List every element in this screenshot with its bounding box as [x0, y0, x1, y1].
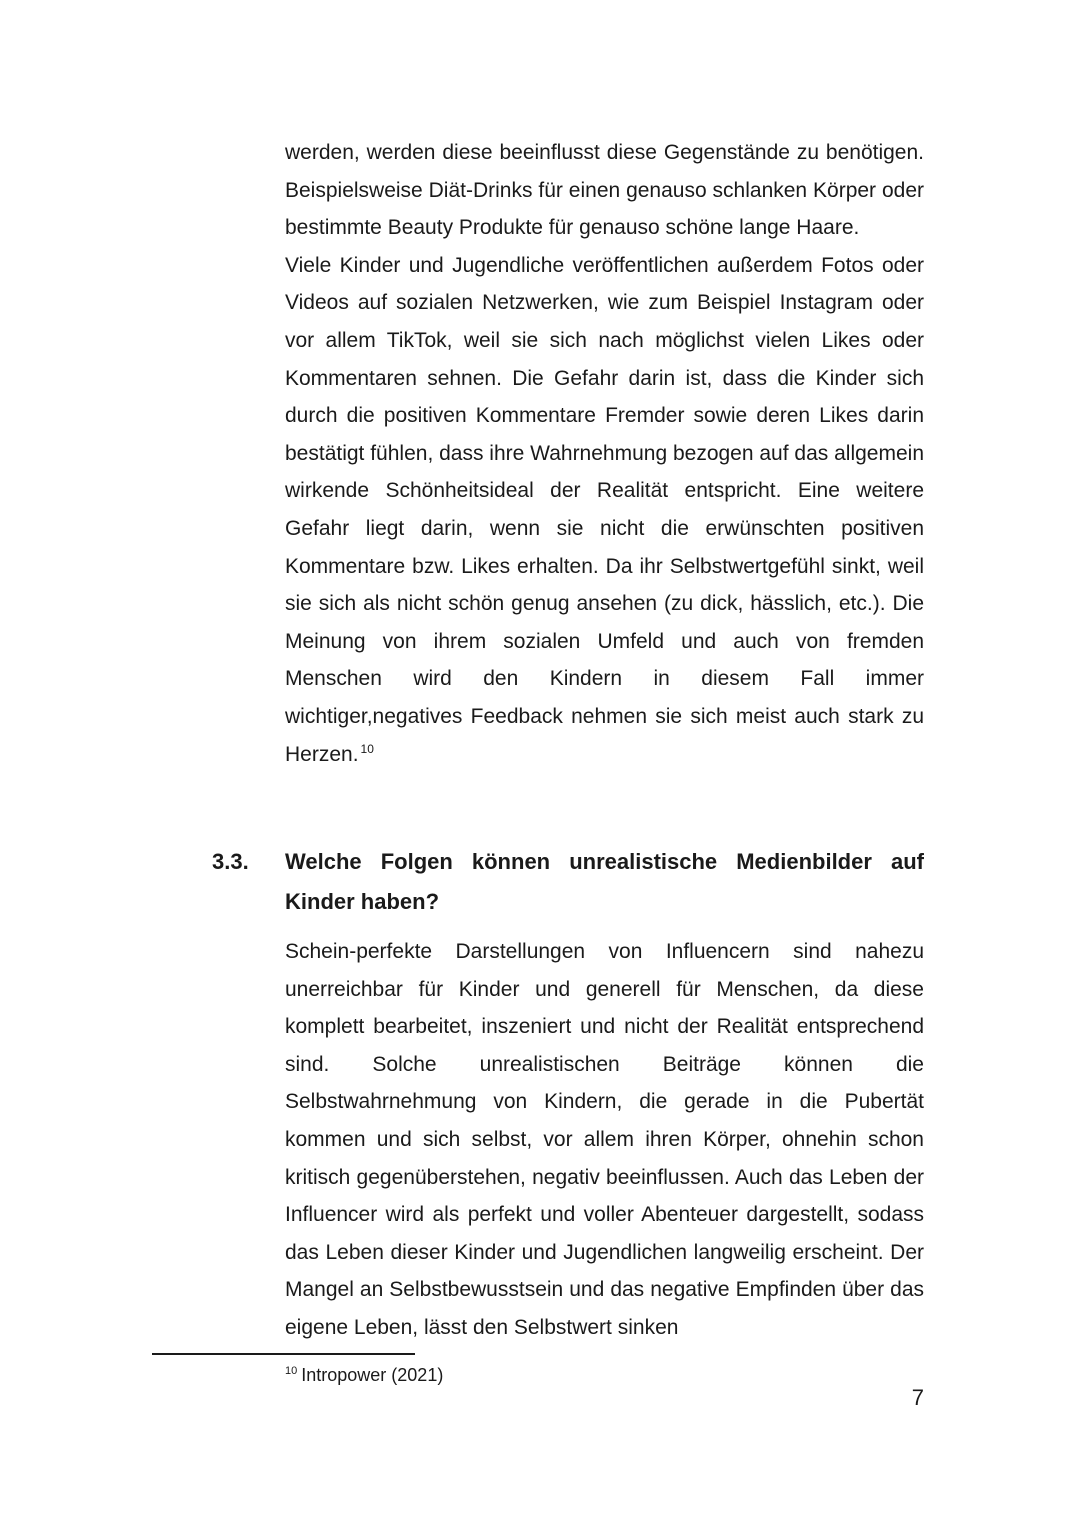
- body-text: [285, 134, 924, 773]
- footnote-divider: [152, 1353, 415, 1355]
- footnote: [285, 1362, 443, 1388]
- footnote-reference: 10: [360, 741, 374, 756]
- paragraph-unrealistic-images: Schein-perfekte Darstellungen von Influencern sind nahezu unerreichbar für Kinder und generell für Menschen, da diese komplett bearbeitet, inszeniert und nicht der Realität entsprechend sind. Solche unrealistischen Beiträge können die Selbstwahrnehmung von Kindern, die gerade in die Pubertät kommen und sich selbst, vor allem ihren Körper, ohnehin schon kritisch gegenüberstehen, negativ beeinflussen. Auch das Leben der Influencer wird als perfekt und voller Abenteuer dargestellt, sodass das Leben dieser Kinder und Jugendlichen langweilig erscheint. Der Mangel an Selbstbewusstsein und das negative Empfinden über das eigene Leben, lässt den Selbstwert sinken: [285, 940, 924, 1339]
- section-body-text: [285, 933, 924, 1347]
- page-number: 7: [911, 1385, 924, 1410]
- paragraph-diet-products: werden, werden diese beeinflusst diese Gegenstände zu benötigen. Beispielsweise Diät-Drinks für einen genauso schlanken Körper oder bestimmte Beauty Produkte für genauso schöne lange Haare.: [285, 141, 924, 240]
- footnote-text: Intropower (2021): [301, 1365, 444, 1385]
- section-heading: Welche Folgen können unrealistische Medienbilder auf Kinder haben?: [285, 849, 924, 914]
- section-number: 3.3.: [212, 849, 249, 874]
- paragraph-social-media-text: Viele Kinder und Jugendliche veröffentlichen außerdem Fotos oder Videos auf sozialen Netzwerken, wie zum Beispiel Instagram oder vor allem TikTok, weil sie sich nach möglichst vielen Likes oder Kommentaren sehnen. Die Gefahr darin ist, dass die Kinder sich durch die positiven Kommentare Fremder sowie deren Likes darin bestätigt fühlen, dass ihre Wahrnehmung bezogen auf das allgemein wirkende Schönheitsideal der Realität entspricht. Eine weitere Gefahr liegt darin, wenn sie nicht die erwünschten positiven Kommentare bzw. Likes erhalten. Da ihr Selbstwertgefühl sinkt, weil sie sich als nicht schön genug ansehen (zu dick, hässlich, etc.). Die Meinung von ihrem sozialen Umfeld und auch von fremden Menschen wird den Kindern in diesem Fall immer wichtiger,negatives Feedback nehmen sie sich meist auch stark zu Herzen.: [285, 253, 924, 766]
- footnote-number: 10: [285, 1365, 298, 1377]
- paragraph-social-media: [285, 247, 924, 773]
